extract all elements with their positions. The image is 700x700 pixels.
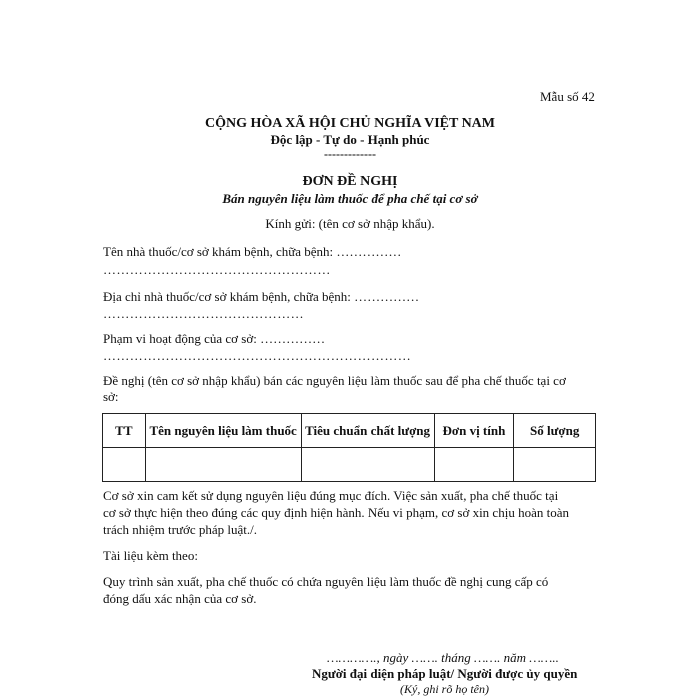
attachments-line2: đóng dấu xác nhận của cơ sở. xyxy=(103,591,257,606)
form-number: Mẫu số 42 xyxy=(540,89,595,104)
table-cell xyxy=(434,448,514,482)
table-cell xyxy=(301,448,434,482)
col-header-tt: TT xyxy=(103,414,146,448)
scope-field: Phạm vi hoạt động của cơ sở: …………… xyxy=(103,331,326,346)
pharmacy-name-dots: …………………………………………… xyxy=(103,262,331,277)
document-subtitle: Bán nguyên liệu làm thuốc để pha chế tại cơ sở xyxy=(222,191,478,206)
table-header-row xyxy=(103,414,596,448)
header-separator: ------------- xyxy=(324,147,376,161)
signature-title: Người đại diện pháp luật/ Người được ủy quyền xyxy=(312,666,578,681)
address-dots: ……………………………………… xyxy=(103,306,304,321)
col-header-material-name: Tên nguyên liệu làm thuốc xyxy=(145,414,301,448)
col-header-quantity: Số lượng xyxy=(514,414,596,448)
pharmacy-name-field: Tên nhà thuốc/cơ sở khám bệnh, chữa bệnh: …………… xyxy=(103,244,402,259)
request-text-line2: sở: xyxy=(103,389,119,404)
request-text-line1: Đề nghị (tên cơ sở nhập khẩu) bán các nguyên liệu làm thuốc sau để pha chế thuốc tại cơ xyxy=(103,373,566,388)
table-cell xyxy=(103,448,146,482)
col-header-unit: Đơn vị tính xyxy=(434,414,514,448)
scope-dots: …………………………………………………………… xyxy=(103,348,412,363)
commitment-line3: trách nhiệm trước pháp luật./. xyxy=(103,522,257,537)
materials-table xyxy=(102,413,596,482)
commitment-line1: Cơ sở xin cam kết sử dụng nguyên liệu đúng mục đích. Việc sản xuất, pha chế thuốc tại xyxy=(103,488,559,503)
recipient-line: Kính gửi: (tên cơ sở nhập khẩu). xyxy=(265,216,435,231)
table-row xyxy=(103,448,596,482)
national-header: CỘNG HÒA XÃ HỘI CHỦ NGHĨA VIỆT NAM xyxy=(204,116,495,131)
table-cell xyxy=(514,448,596,482)
attachments-line1: Quy trình sản xuất, pha chế thuốc có chứa nguyên liệu làm thuốc đề nghị cung cấp có xyxy=(103,574,549,589)
signature-date-line: …………., ngày ……. tháng ……. năm …….. xyxy=(327,650,559,665)
attachments-label: Tài liệu kèm theo: xyxy=(103,548,198,563)
document-title: ĐƠN ĐỀ NGHỊ xyxy=(302,174,398,189)
address-field: Địa chỉ nhà thuốc/cơ sở khám bệnh, chữa bệnh: …………… xyxy=(103,289,420,304)
signature-note: (Ký, ghi rõ họ tên) xyxy=(400,682,489,696)
national-motto: Độc lập - Tự do - Hạnh phúc xyxy=(270,132,430,147)
col-header-quality-standard: Tiêu chuẩn chất lượng xyxy=(301,414,434,448)
table-cell xyxy=(145,448,301,482)
commitment-line2: cơ sở thực hiện theo đúng các quy định hiện hành. Nếu vi phạm, cơ sở xin chịu hoàn toàn xyxy=(103,505,569,520)
